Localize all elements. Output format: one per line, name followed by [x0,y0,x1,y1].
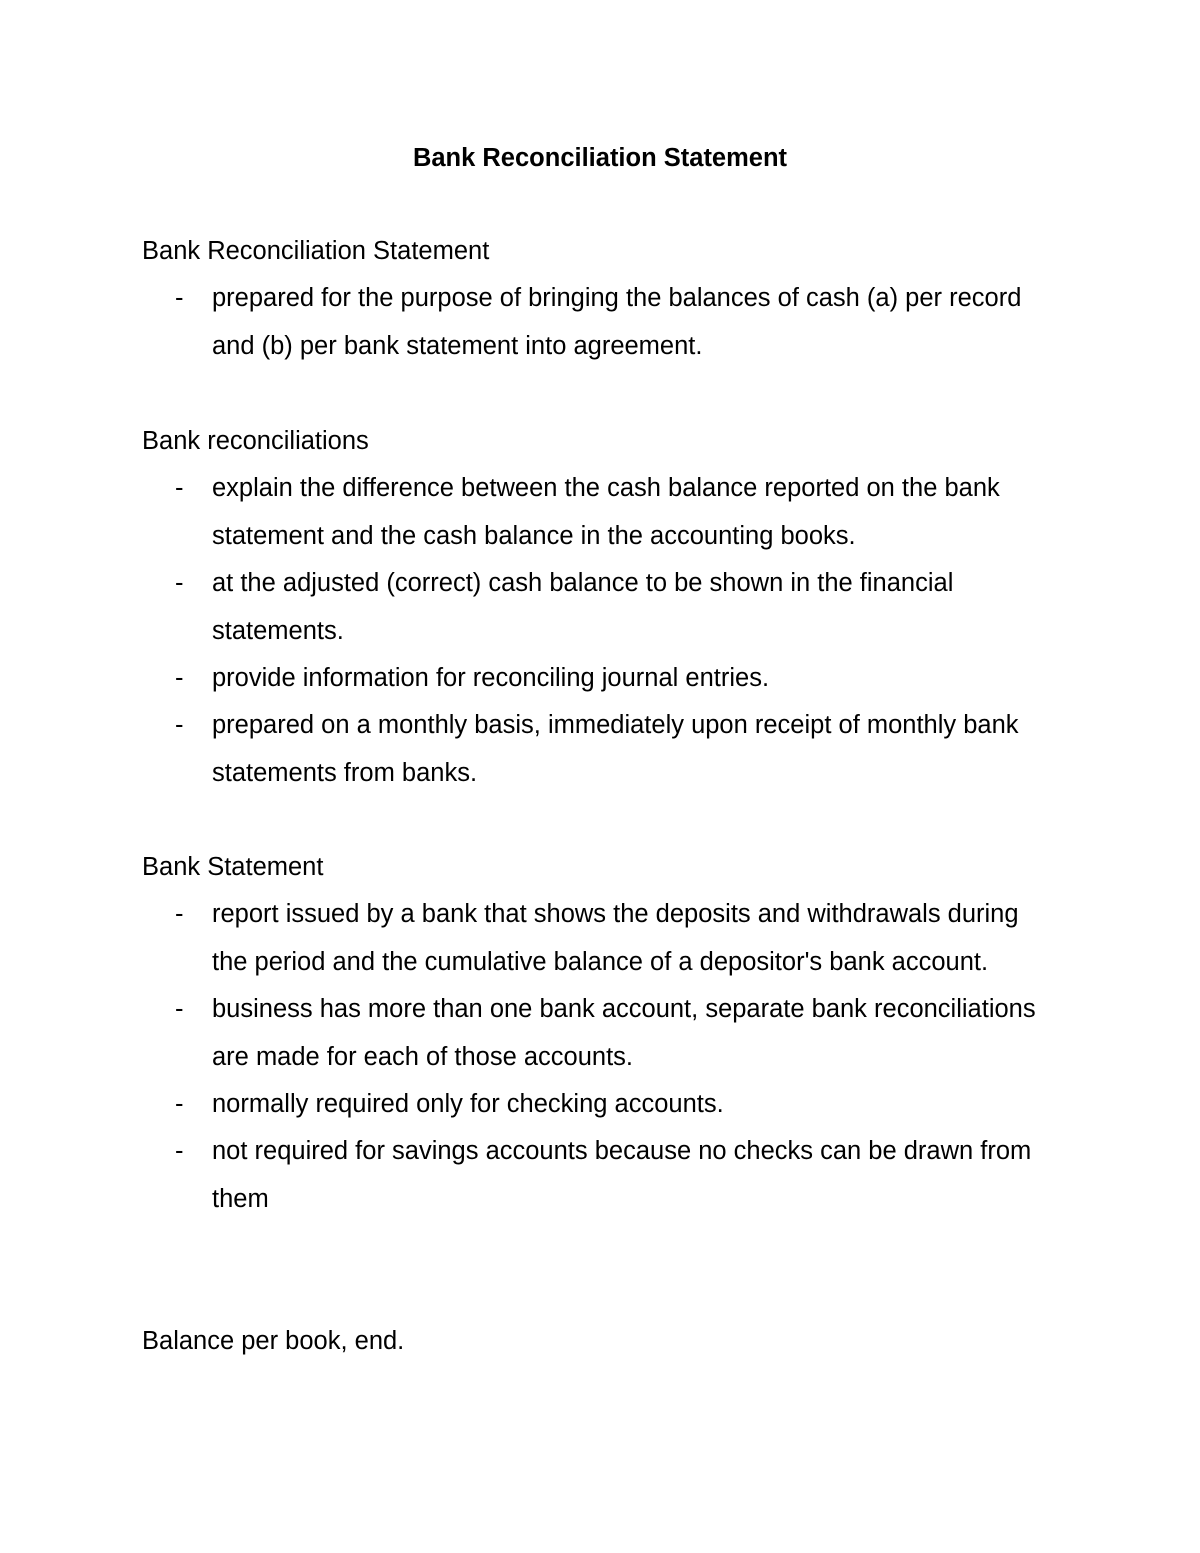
list-item [142,986,1042,1081]
dash-marker: - [175,664,184,693]
list-item [142,465,1042,560]
list-item-text: explain the difference between the cash balance reported on the bank statement and the cash balance in the accounting books. [212,474,1000,550]
dash-marker: - [175,1090,184,1119]
document-title: Bank Reconciliation Statement [412,144,788,172]
bullet-list [142,275,1062,370]
bullet-list [142,891,1062,1223]
list-item-text: prepared for the purpose of bringing the balances of cash (a) per record and (b) per bank statement into agreement. [212,284,1022,360]
list-item [142,1081,1042,1128]
list-item [142,702,1042,797]
bullet-list [142,465,1062,797]
closing-line: Balance per book, end. [142,1327,405,1355]
list-item-text: report issued by a bank that shows the deposits and withdrawals during the period and the cumulative balance of a depositor's bank account. [212,900,1019,976]
list-item-text: prepared on a monthly basis, immediately upon receipt of monthly bank statements from banks. [212,711,1019,787]
section-bank-reconciliation-statement [142,228,1062,370]
section-heading: Bank Statement [142,853,324,881]
dash-marker: - [175,995,184,1024]
list-item [142,275,1042,370]
list-item-text: business has more than one bank account, separate bank reconciliations are made for each of those accounts. [212,995,1036,1071]
dash-marker: - [175,569,184,598]
section-heading: Bank Reconciliation Statement [142,237,490,265]
section-bank-reconciliations [142,418,1062,797]
list-item-text: at the adjusted (correct) cash balance to be shown in the financial statements. [212,569,954,645]
list-item-text: provide information for reconciling journal entries. [212,664,770,693]
list-item [142,891,1042,986]
dash-marker: - [175,711,184,740]
list-item [142,1128,1042,1223]
list-item [142,655,1042,702]
list-item [142,560,1042,655]
dash-marker: - [175,474,184,503]
dash-marker: - [175,1137,184,1166]
section-heading: Bank reconciliations [142,427,369,455]
section-bank-statement [142,844,1062,1223]
dash-marker: - [175,900,184,929]
list-item-text: normally required only for checking accounts. [212,1090,724,1119]
dash-marker: - [175,284,184,313]
list-item-text: not required for savings accounts because no checks can be drawn from them [212,1137,1032,1213]
